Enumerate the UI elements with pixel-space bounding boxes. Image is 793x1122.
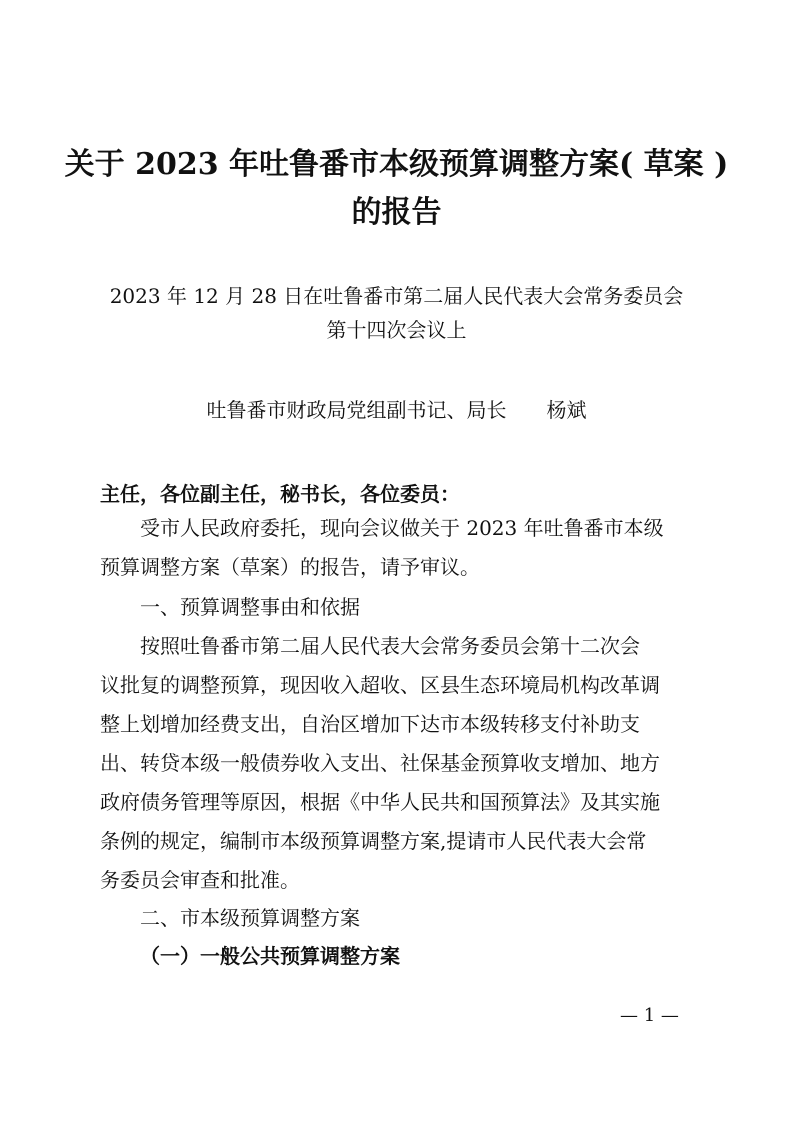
section-1-line-5: 政府债务管理等原因，根据《中华人民共和国预算法》及其实施 [100,790,660,814]
section-1-line-2: 议批复的调整预算，现因收入超收、区县生态环境局机构改革调 [100,673,660,697]
meeting-info-line-1: 2023 年 12 月 28 日在吐鲁番市第二届人民代表大会常务委员会 [109,284,684,308]
intro-line-2: 预算调整方案（草案）的报告，请予审议。 [100,555,480,579]
section-1-line-4: 出、转贷本级一般债券收入支出、社保基金预算收支增加、地方 [100,751,660,775]
page-number: — 1 — [620,1005,679,1026]
salutation: 主任，各位副主任，秘书长，各位委员： [100,482,460,506]
meeting-info-line-2: 第十四次会议上 [326,318,467,342]
section-1-line-3: 整上划增加经费支出，自治区增加下达市本级转移支付补助支 [100,712,640,736]
section-2-subheading: （一）一般公共预算调整方案 [140,944,400,968]
report-title-line-1: 关于 2023 年吐鲁番市本级预算调整方案( 草案 ) [64,147,729,182]
section-1-line-1: 按照吐鲁番市第二届人民代表大会常务委员会第十二次会 [140,634,640,658]
section-2-heading: 二、市本级预算调整方案 [140,906,360,930]
section-1-line-6: 条例的规定，编制市本级预算调整方案,提请市人民代表大会常 [100,829,647,853]
report-title-line-2: 的报告 [351,195,442,230]
section-1-heading: 一、预算调整事由和依据 [140,595,360,619]
section-1-line-7: 务委员会审查和批准。 [100,868,300,892]
author-name: 杨斌 [546,398,587,422]
author-line [0,396,793,424]
author-position: 吐鲁番市财政局党组副书记、局长 [206,398,507,422]
intro-line-1: 受市人民政府委托，现向会议做关于 2023 年吐鲁番市本级 [140,516,664,540]
